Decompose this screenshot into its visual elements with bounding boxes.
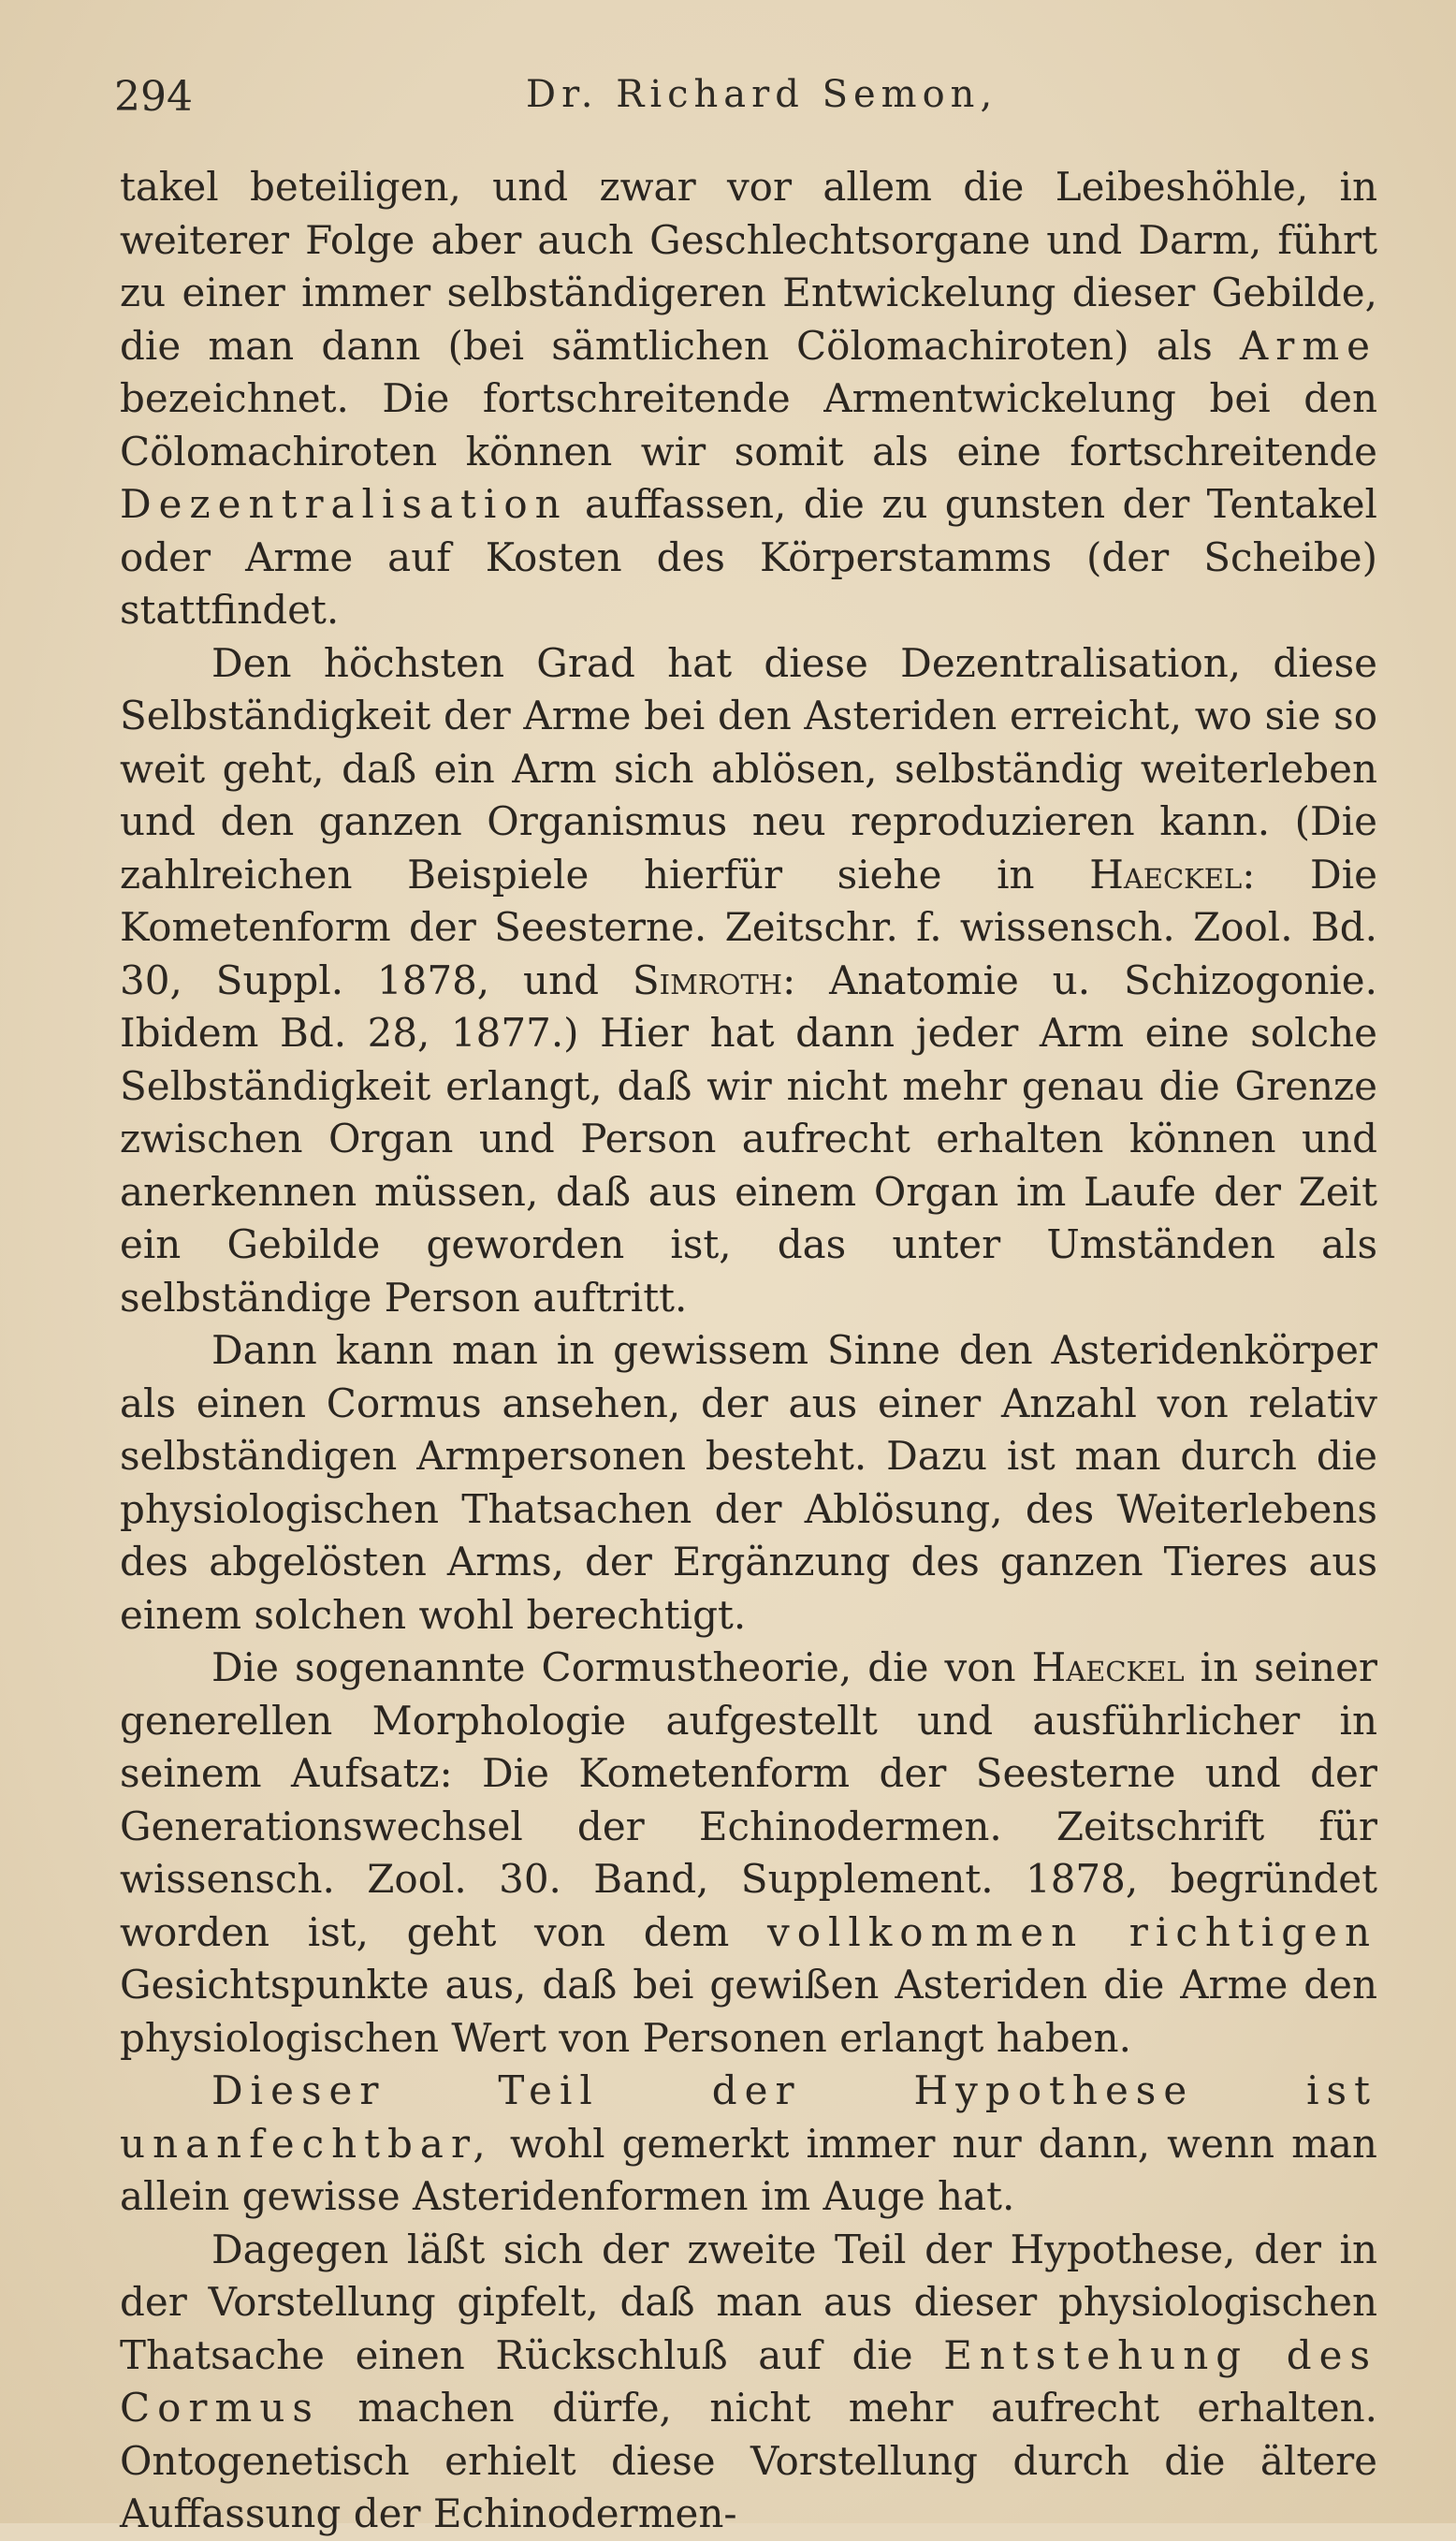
emphasis-spaced: Entstehung des Cormus (120, 2331, 1377, 2431)
text-run: Dann kann man in gewissem Sinne den Asteridenkörper als einen Cormus ansehen, der aus einer Anzahl von relativ selbständigen Armpersonen besteht. Dazu ist man durch die physiologischen Thatsachen der Ablösung, des Weiterlebens des abgelösten Arms, der Ergänzung des ganzen Tieres aus einem solchen wohl berechtigt. (120, 1327, 1377, 1638)
author-name: Simroth (632, 957, 783, 1003)
text-run: in seiner generellen Morphologie aufgestellt und ausführlicher in seinem Aufsatz: Die Kometenform der Seesterne und der Generationswechsel der Echinodermen. Zeitschrift für wissensch. Zool. 30. Band, Supplement. 1878, begründet worden ist, geht von dem (120, 1644, 1377, 1955)
text-run: : Die Kometenform der Seesterne. Zeitschr. f. wissensch. Zool. Bd. 30, Suppl. 1878, und (120, 851, 1377, 1003)
text-run: Den höchsten Grad hat diese Dezentralisation, diese Selbständigkeit der Arme bei den Asteriden erreicht, wo sie so weit geht, daß ein Arm sich ablösen, selbständig weiterleben und den ganzen Organismus neu reproduzieren kann. (Die zahlreichen Beispiele hierfür siehe in (120, 639, 1377, 898)
text-run: wohl gemerkt immer nur dann, wenn man allein gewisse Asteridenformen im Auge hat. (120, 2120, 1377, 2219)
paragraph-4 (120, 1642, 1377, 2065)
text-run: machen dürfe, nicht mehr aufrecht erhalten. Ontogenetisch erhielt diese Vorstellung durch die ältere Auffassung der Echinodermen- (120, 2385, 1377, 2536)
text-run: : Anatomie u. Schizogonie. Ibidem Bd. 28, 1877.) Hier hat dann jeder Arm eine solche Selbständigkeit erlangt, daß wir nicht mehr genau die Grenze zwischen Organ und Person aufrecht erhalten können und anerkennen müssen, daß aus einem Organ im Laufe der Zeit ein Gebilde geworden ist, das unter Umständen als selbständige Person auftritt. (120, 957, 1378, 1321)
text-run: Die sogenannte Cormustheorie, die von (211, 1644, 1032, 1690)
paragraph-2 (120, 637, 1377, 1325)
emphasis-spaced: vollkommen richtigen (766, 1908, 1377, 1955)
paragraph-5 (120, 2065, 1377, 2224)
author-name: Haeckel (1031, 1644, 1185, 1690)
author-name: Haeckel (1089, 851, 1243, 898)
emphasis-spaced: Dieser Teil der Hypothese ist unanfechtbar, (120, 2067, 1377, 2167)
paragraph-6 (120, 2224, 1377, 2541)
text-run: bezeichnet. Die fortschreitende Armentwickelung bei den Cölomachiroten können wir somit als eine fortschreitende (120, 375, 1377, 475)
running-title: Dr. Richard Semon, (526, 73, 998, 116)
text-run: auffassen, die zu gunsten der Tentakel oder Arme auf Kosten des Körperstamms (der Scheibe) stattfindet. (120, 481, 1377, 633)
body-text (120, 161, 1377, 2541)
page-number: 294 (114, 73, 193, 121)
text-run: Dagegen läßt sich der zweite Teil der Hypothese, der in der Vorstellung gipfelt, daß man aus dieser physiologischen Thatsache einen Rückschluß auf die (120, 2226, 1377, 2378)
emphasis-spaced: Dezentralisation (120, 481, 568, 527)
page-header (114, 73, 1344, 129)
emphasis-spaced: Arme (1239, 322, 1377, 369)
paragraph-1 (120, 161, 1377, 637)
text-run: Gesichtspunkte aus, daß bei gewißen Asteriden die Arme den physiologischen Wert von Personen erlangt haben. (120, 1962, 1377, 2061)
text-run: takel beteiligen, und zwar vor allem die Leibeshöhle, in weiterer Folge aber auch Geschlechtsorgane und Darm, führt zu einer immer selbständigeren Entwickelung dieser Gebilde, die man dann (bei sämtlichen Cölomachiroten) als (120, 164, 1377, 369)
paragraph-3 (120, 1324, 1377, 1642)
